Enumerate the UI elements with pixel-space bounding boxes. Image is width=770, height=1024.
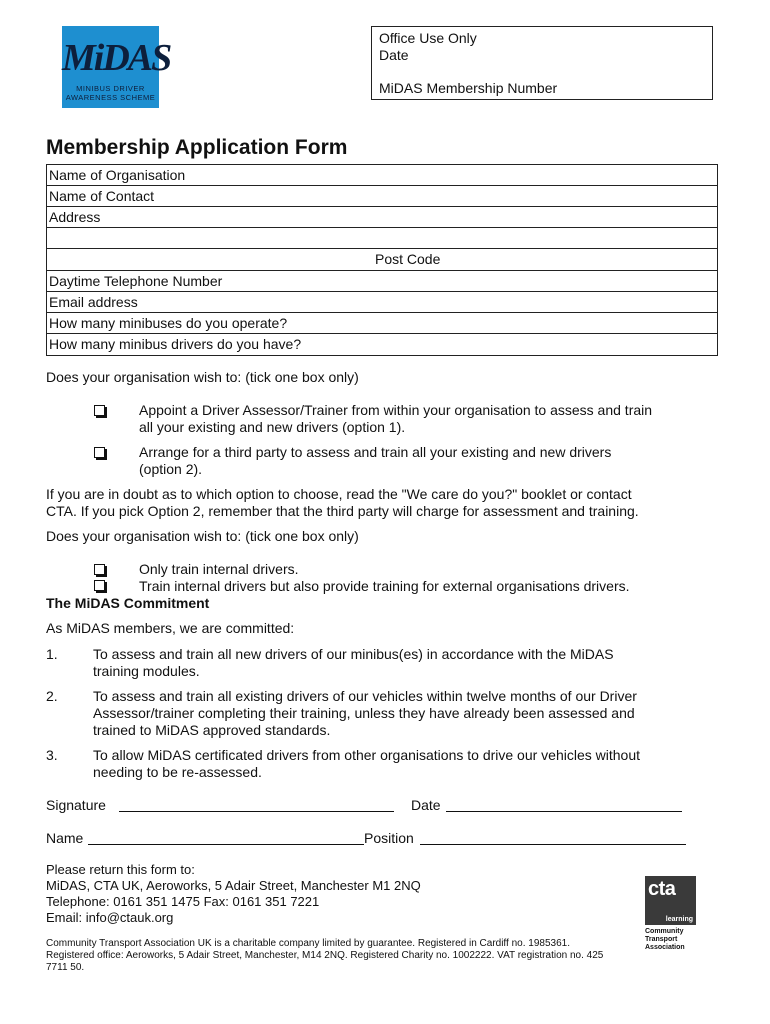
field-organisation[interactable]: [47, 165, 717, 186]
application-fields-table: [46, 164, 718, 356]
cta-name-2: Transport: [645, 936, 678, 943]
office-use-label: Office Use Only: [379, 30, 477, 46]
commitment-1-number: 1.: [46, 646, 58, 662]
cta-association-name: [645, 928, 685, 952]
commitment-intro: As MiDAS members, we are committed:: [46, 620, 295, 636]
commitment-2-text-b: Assessor/trainer completing their training, unless they have already been assessed and: [93, 705, 635, 721]
signature-label: Signature: [46, 797, 106, 813]
internal-external-text: Train internal drivers but also provide training for external organisations drivers.: [139, 578, 630, 594]
midas-logo: [62, 26, 171, 108]
office-membership-label: MiDAS Membership Number: [379, 80, 558, 96]
checkbox-option-1[interactable]: [94, 405, 105, 416]
field-contact-label: Name of Contact: [49, 188, 155, 204]
return-address: MiDAS, CTA UK, Aeroworks, 5 Adair Street, Manchester M1 2NQ: [46, 878, 421, 893]
commitment-heading: The MiDAS Commitment: [46, 595, 210, 611]
doubt-text-a: If you are in doubt as to which option to choose, read the "We care do you?" booklet or contact: [46, 486, 632, 502]
return-phone: Telephone: 0161 351 1475 Fax: 0161 351 7221: [46, 894, 320, 909]
commitment-2-text-c: trained to MiDAS approved standards.: [93, 722, 331, 738]
date-label: Date: [411, 797, 441, 813]
return-email[interactable]: Email: info@ctauk.org: [46, 910, 174, 925]
name-label: Name: [46, 830, 84, 846]
option-2-text-b: (option 2).: [139, 461, 203, 477]
field-drivers-label: How many minibus drivers do you have?: [49, 336, 302, 352]
name-line[interactable]: [88, 844, 364, 845]
field-address[interactable]: [47, 207, 717, 228]
cta-wordmark: cta: [648, 878, 676, 900]
commitment-2-text-a: To assess and train all existing drivers of our vehicles within twelve months of our Driver: [93, 688, 637, 704]
internal-only-text: Only train internal drivers.: [139, 561, 299, 577]
field-email-label: Email address: [49, 294, 138, 310]
checkbox-internal-only[interactable]: [94, 564, 105, 575]
position-line[interactable]: [420, 844, 686, 845]
position-label: Position: [364, 830, 414, 846]
commitment-1-text-a: To assess and train all new drivers of our minibus(es) in accordance with the MiDAS: [93, 646, 614, 662]
field-address-label: Address: [49, 209, 101, 225]
logo-wordmark: MiDAS: [62, 37, 171, 79]
field-email[interactable]: [47, 292, 717, 313]
field-postcode-label: Post Code: [375, 251, 441, 267]
logo-subtitle-1: MINIBUS DRIVER: [76, 84, 145, 93]
date-line[interactable]: [446, 811, 682, 812]
signature-line[interactable]: [119, 811, 394, 812]
footer-line-3: 7711 50.: [46, 962, 85, 973]
return-heading: Please return this form to:: [46, 862, 195, 877]
doubt-text-b: CTA. If you pick Option 2, remember that the third party will charge for assessment and training.: [46, 503, 639, 519]
option-1-text-a: Appoint a Driver Assessor/Trainer from within your organisation to assess and train: [139, 402, 653, 418]
footer-line-2: Registered office: Aeroworks, 5 Adair Street, Manchester, M14 2NQ. Registered Charity no. 1002222. VAT registration no. 425: [46, 950, 604, 961]
commitment-1-text-b: training modules.: [93, 663, 200, 679]
field-postcode[interactable]: [47, 249, 717, 271]
checkbox-option-2[interactable]: [94, 447, 105, 458]
office-use-box: [371, 26, 713, 100]
commitment-2-number: 2.: [46, 688, 58, 704]
question-1-prompt: Does your organisation wish to: (tick one box only): [46, 369, 359, 385]
office-date-label: Date: [379, 47, 409, 63]
field-minibuses[interactable]: [47, 313, 717, 334]
question-2-prompt: Does your organisation wish to: (tick one box only): [46, 528, 359, 544]
footer-line-1: Community Transport Association UK is a charitable company limited by guarantee. Registered in Cardiff no. 1985361.: [46, 938, 570, 949]
option-1-text-b: all your existing and new drivers (option 1).: [139, 419, 406, 435]
field-contact[interactable]: [47, 186, 717, 207]
field-address-line-2[interactable]: [47, 228, 717, 249]
field-drivers[interactable]: [47, 334, 717, 355]
field-minibuses-label: How many minibuses do you operate?: [49, 315, 288, 331]
cta-name-1: Community: [645, 928, 684, 935]
field-telephone[interactable]: [47, 271, 717, 292]
commitment-3-number: 3.: [46, 747, 58, 763]
logo-subtitle-2: AWARENESS SCHEME: [65, 93, 156, 102]
commitment-3-text-b: needing to be re-assessed.: [93, 764, 262, 780]
field-telephone-label: Daytime Telephone Number: [49, 273, 223, 289]
page-title: Membership Application Form: [46, 136, 348, 159]
checkbox-internal-external[interactable]: [94, 580, 105, 591]
commitment-3-text-a: To allow MiDAS certificated drivers from other organisations to drive our vehicles without: [93, 747, 641, 763]
cta-logo: [645, 876, 696, 925]
cta-learning: learning: [665, 916, 693, 923]
cta-name-3: Association: [645, 944, 685, 951]
option-2-text-a: Arrange for a third party to assess and train all your existing and new drivers: [139, 444, 612, 460]
field-organisation-label: Name of Organisation: [49, 167, 186, 183]
